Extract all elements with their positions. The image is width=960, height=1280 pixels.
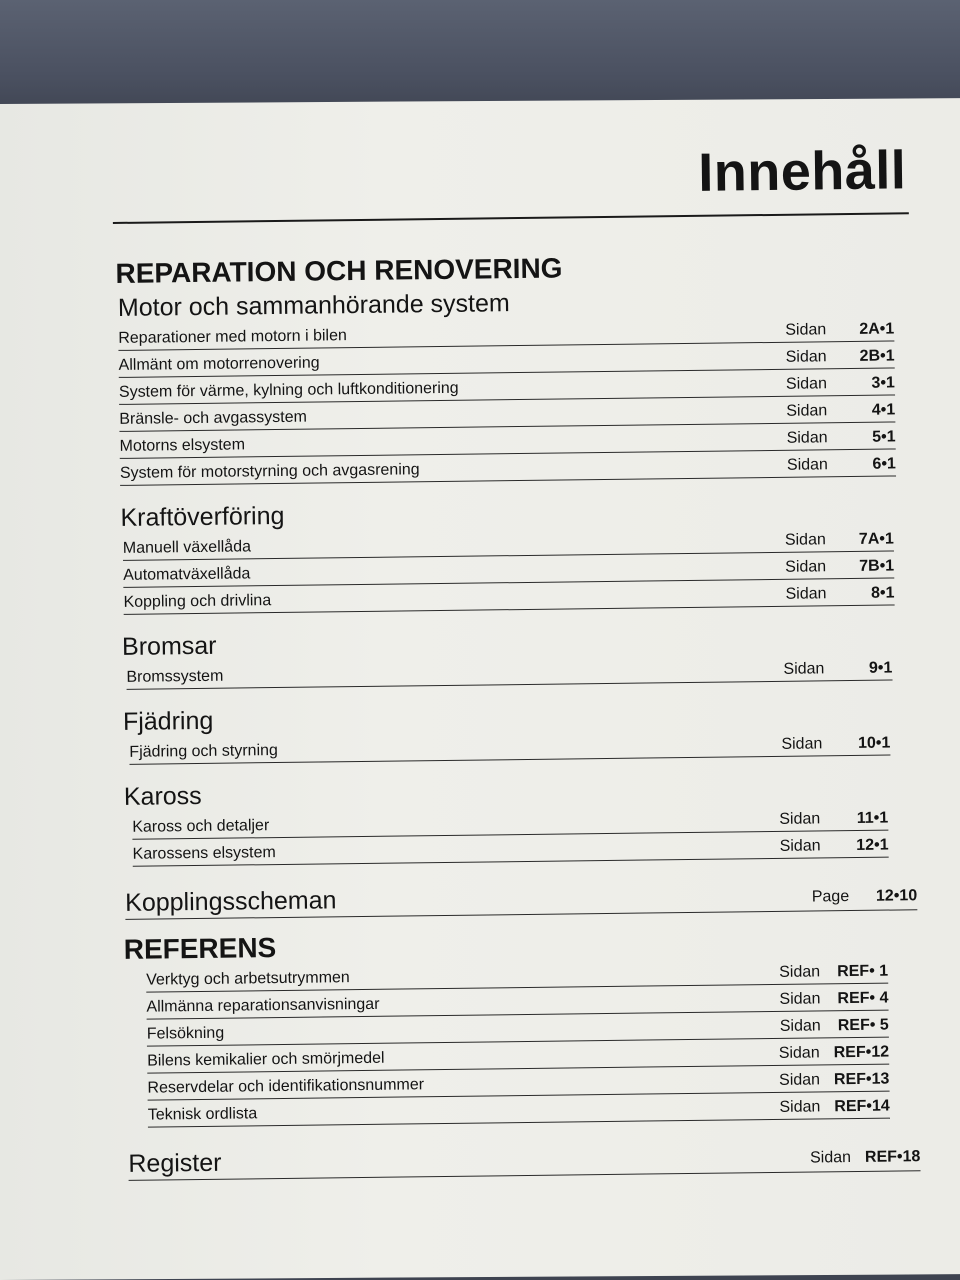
toc-entry-label: Allmänna reparationsanvisningar	[146, 995, 380, 1016]
section-entries	[119, 524, 895, 614]
page-number: 8•1	[870, 584, 895, 602]
toc-page-ref	[785, 557, 894, 578]
toc-entry-label: Motorns elsystem	[119, 436, 246, 455]
page-number: 2A•1	[859, 320, 895, 338]
page-prefix: Sidan	[778, 1071, 821, 1089]
register-heading: Register	[128, 1148, 222, 1178]
wiring-heading: Kopplingsscheman	[125, 886, 337, 917]
toc-entry-label: Verktyg och arbetsutrymmen	[146, 969, 350, 989]
page-prefix: Sidan	[779, 810, 821, 828]
toc-entry-label: Automatväxellåda	[123, 565, 251, 584]
section-heading: Fjädring	[122, 706, 214, 736]
section-heading: Kraftöverföring	[120, 501, 285, 532]
toc-page-ref	[786, 374, 895, 395]
page-prefix: Sidan	[779, 837, 821, 855]
part1-sections	[114, 284, 917, 867]
toc-page-ref	[779, 990, 888, 1011]
page-number: 10•1	[857, 734, 891, 752]
toc-page-ref	[780, 837, 889, 858]
toc-page-ref	[781, 735, 890, 756]
page-number: 9•1	[868, 659, 893, 677]
toc-entry-label: Bromssystem	[126, 667, 224, 686]
page-number: 3•1	[871, 374, 896, 392]
toc-entry-label: Teknisk ordlista	[147, 1105, 258, 1124]
page-number: REF•18	[864, 1148, 921, 1166]
page-prefix: Sidan	[779, 990, 821, 1008]
page-number: REF•14	[834, 1097, 890, 1116]
page-prefix: Sidan	[778, 1044, 820, 1062]
section-heading: Motor och sammanhörande system	[117, 289, 510, 322]
page-number: REF• 5	[837, 1016, 889, 1035]
part-heading-reference: REFERENS	[123, 932, 277, 965]
page-number: 12•10	[875, 887, 918, 905]
toc-page-ref	[780, 1017, 889, 1038]
page-number: 6•1	[872, 455, 896, 473]
page-number: 7A•1	[858, 530, 894, 548]
page-prefix: Sidan	[785, 585, 827, 603]
toc-page-ref	[779, 963, 888, 984]
page-title: Innehåll	[697, 140, 907, 203]
page-prefix: Sidan	[809, 1149, 852, 1167]
page-prefix: Sidan	[786, 402, 828, 420]
part-heading-repair: REPARATION OCH RENOVERING	[115, 252, 563, 289]
page-prefix: Sidan	[779, 1017, 821, 1035]
page-prefix: Page	[811, 888, 850, 906]
toc-page-ref	[785, 584, 894, 605]
page-prefix: Sidan	[785, 558, 827, 576]
page-number: 11•1	[856, 809, 889, 827]
table-of-contents	[112, 140, 921, 1181]
toc-row-wiring[interactable]	[125, 875, 917, 920]
toc-page-ref	[787, 428, 896, 449]
toc-page-ref	[786, 401, 895, 422]
toc-page-ref	[783, 660, 892, 681]
page-number: REF• 4	[837, 989, 889, 1008]
toc-entry-label: Fjädring och styrning	[129, 742, 278, 761]
toc-entry-label: Felsökning	[146, 1024, 225, 1043]
toc-entry-label: Reparationer med motorn i bilen	[118, 327, 347, 347]
toc-entry-label: System för motorstyrning och avgasrening	[119, 461, 420, 482]
toc-entry-label: Koppling och drivlina	[123, 592, 272, 611]
page-prefix: Sidan	[779, 963, 821, 981]
toc-page-ref	[779, 1071, 890, 1092]
toc-page-ref	[785, 320, 894, 341]
page-prefix: Sidan	[785, 375, 828, 393]
section-entries	[114, 314, 896, 486]
toc-entry-label: Manuell växellåda	[122, 538, 252, 557]
page-prefix: Sidan	[783, 660, 825, 678]
toc-entry-label: Bränsle- och avgassystem	[119, 408, 308, 428]
toc-entry-label: Bilens kemikalier och smörjmedel	[147, 1049, 385, 1070]
page-prefix: Sidan	[781, 735, 823, 753]
reference-list	[142, 957, 890, 1128]
page-number: 7B•1	[859, 557, 895, 575]
page-prefix: Sidan	[784, 531, 826, 549]
page-prefix: Sidan	[786, 456, 829, 474]
section-entries	[128, 804, 889, 867]
toc-page-ref	[785, 530, 894, 551]
section-heading: Kaross	[123, 781, 202, 811]
page-number: REF•12	[833, 1043, 890, 1062]
page-prefix: Sidan	[785, 321, 827, 339]
toc-page-ref	[779, 810, 888, 831]
wiring-page-ref	[812, 887, 918, 910]
page-number: REF•13	[833, 1070, 890, 1089]
toc-entry-label: Kaross och detaljer	[132, 817, 270, 836]
page-number: 12•1	[856, 836, 889, 854]
toc-entry-label: System för värme, kylning och luftkonditionering	[118, 379, 459, 401]
toc-page-ref	[786, 347, 895, 368]
page-number: 4•1	[871, 401, 896, 419]
page-prefix: Sidan	[786, 429, 828, 447]
page-number: 5•1	[872, 428, 896, 446]
toc-page-ref	[779, 1044, 890, 1065]
page-number: REF• 1	[837, 962, 889, 981]
toc-page-ref	[779, 1098, 890, 1119]
section-heading: Bromsar	[121, 631, 217, 661]
toc-page-ref	[787, 455, 896, 476]
page-number: 2B•1	[859, 347, 895, 365]
toc-entry-label: Karossens elsystem	[132, 844, 276, 863]
register-page-ref	[810, 1148, 921, 1171]
toc-entry-label: Reservdelar och identifikationsnummer	[147, 1076, 425, 1097]
page-prefix: Sidan	[779, 1098, 821, 1116]
page-prefix: Sidan	[785, 348, 827, 366]
title-divider	[113, 212, 909, 224]
toc-entry-label: Allmänt om motorrenovering	[118, 354, 320, 374]
